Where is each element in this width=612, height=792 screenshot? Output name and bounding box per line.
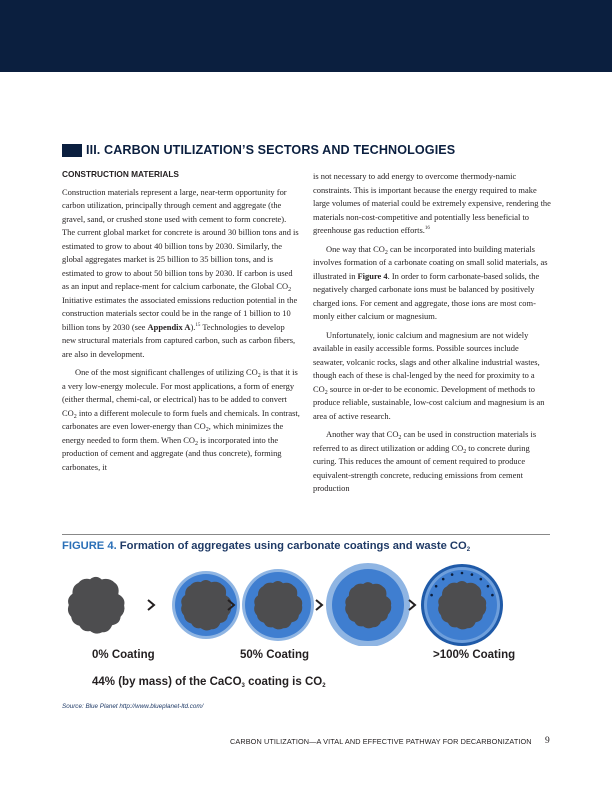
subscript: 2 xyxy=(73,413,77,420)
text: is incorporated into the production of cement and aggregate (and thus concrete), forming carbonates, it xyxy=(62,434,282,472)
label-over-100-coating: >100% Coating xyxy=(433,649,516,661)
aggregate-coating-diagram xyxy=(62,562,542,646)
text: into a different molecule to form fuels and chemicals. In contrast, carbonates are even lower-energy than CO xyxy=(62,407,300,431)
header-band xyxy=(0,0,612,72)
footnote-ref[interactable]: 15 xyxy=(195,322,201,328)
section-heading xyxy=(62,143,455,157)
text: coating is CO xyxy=(244,676,323,688)
subscript: 2 xyxy=(322,683,326,689)
right-column xyxy=(313,170,551,496)
page-number: 9 xyxy=(545,736,550,746)
subscript: 2 xyxy=(324,389,328,396)
subscript: 2 xyxy=(257,373,261,379)
paragraph xyxy=(62,366,300,474)
co2-dot xyxy=(451,573,454,576)
text: Construction materials represent a large, near-term opportunity for carbon utilization, principally through cement and aggregate (the gravel, sand, or crushed stone used with cement to form concrete). The current global market for concrete is around 30 billion tons and is estimated to grow to about 40 billion tons by 2030. Similarly, the global aggregates market is 25 billion to 35 billion tons, and is estimated to grow to about 50 billion tons by 2030. If carbon is used as an input and replace-ment for calcium carbonate, the Global CO xyxy=(62,186,299,291)
co2-dot xyxy=(430,594,433,597)
running-footer: CARBON UTILIZATION—A VITAL AND EFFECTIVE PATHWAY FOR DECARBONIZATION xyxy=(230,737,532,746)
aggregate-25-coating xyxy=(172,571,240,639)
text: to concrete during curing. This reduces the amount of cement required to produce equivalent-strength concrete, reducing emissions from cement production xyxy=(313,442,530,493)
text: ). xyxy=(190,321,196,332)
figure-title: Formation of aggregates using carbonate coatings and waste CO xyxy=(116,540,467,552)
aggregate-core xyxy=(68,577,125,634)
subscript: 2 xyxy=(466,547,471,553)
text: , which minimizes the energy needed to form them. When CO xyxy=(62,421,284,445)
subscript: 2 xyxy=(463,448,467,455)
co2-dot xyxy=(461,572,464,575)
co2-dot xyxy=(487,585,490,588)
text: Technologies to develop new structural materials from captured carbon, such as carbon fibers, are also in development. xyxy=(62,321,296,359)
text: is that it is a very low-energy molecule. For most applications, a form of energy (either thermal, chemi-cal, or electrical) has to be added to convert CO xyxy=(62,367,298,418)
aggregate-50-coating xyxy=(242,569,314,641)
co2-dot xyxy=(442,578,445,581)
text: One way that CO xyxy=(326,243,385,254)
subscript: 2 xyxy=(398,435,402,441)
co2-dot xyxy=(491,594,494,597)
text: Initiative estimates the associated emissions reduction potential in the construction materials sector could be in the range of 1 billion to 10 billion tons by 2030 (see xyxy=(62,294,298,332)
subscript: 2 xyxy=(288,287,292,293)
subscript: 3 xyxy=(241,683,245,689)
paragraph xyxy=(62,186,300,362)
text: . In order to form carbonate-based solids, the negatively charged carbonate ions must be balanced by positively charged ions. For cement and aggregate, those ions are most com-monly either calcium or magnesium. xyxy=(313,270,540,321)
arrow-icon xyxy=(316,600,322,610)
paragraph xyxy=(313,329,551,424)
co2-dot xyxy=(480,578,483,581)
section-title: III. CARBON UTILIZATION’S SECTORS AND TECHNOLOGIES xyxy=(86,143,456,157)
figure-link[interactable]: Figure 4 xyxy=(357,270,388,281)
text: 44% (by mass) of the CaCO xyxy=(92,676,242,688)
co2-dot xyxy=(471,573,474,576)
arrow-icon xyxy=(148,600,154,610)
subheading-construction-materials: CONSTRUCTION MATERIALS xyxy=(62,169,179,179)
text: is not necessary to add energy to overcome thermody-namic constraints. This is important because the energy required to make large volumes of material could be extremely expensive, rendering the materials non-cost-competitive and potentially less beneficial to greenhouse gas reduction efforts. xyxy=(313,171,551,235)
aggregate-75-coating xyxy=(326,563,410,646)
paragraph xyxy=(313,428,551,496)
paragraph xyxy=(313,170,551,238)
subscript: 2 xyxy=(195,440,199,447)
label-0-coating: 0% Coating xyxy=(92,649,155,661)
aggregate-0-coating xyxy=(68,577,125,634)
figure-source: Source: Blue Planet http://www.blueplanet-ltd.com/ xyxy=(62,703,204,710)
subscript: 2 xyxy=(205,427,209,433)
subscript: 2 xyxy=(384,249,388,256)
text: Another way that CO xyxy=(326,429,399,439)
text: can be used in construction materials is referred to as direct utilization or adding CO xyxy=(313,429,537,453)
paragraph xyxy=(313,243,551,324)
text: One of the most significant challenges of utilizing CO xyxy=(75,367,258,377)
text: can be incorporated into building materials involves formation of a carbonate coating on small solid materials, as illustrated in xyxy=(313,243,548,281)
figure-rule xyxy=(62,534,550,535)
text: source in or-der to be economic. Development of methods to produce reliable, sustainable, low-cost calcium and magnesium is an area of active research. xyxy=(313,383,545,421)
figure-caption xyxy=(62,540,470,552)
text: Unfortunately, ionic calcium and magnesium are not widely available in easily accessible forms. Possible sources include seawater, volcanic rocks, slags and other alkaline industrial wastes, though each of these is chal-lenged by the need for proximity to a CO xyxy=(313,329,540,394)
label-50-coating: 50% Coating xyxy=(240,649,310,661)
mass-note xyxy=(92,676,326,688)
arrow-head xyxy=(316,600,322,610)
aggregate-over-100-coating xyxy=(421,564,503,646)
arrow-head xyxy=(148,600,154,610)
section-marker xyxy=(62,144,82,157)
appendix-link[interactable]: Appendix A xyxy=(147,321,191,332)
left-column xyxy=(62,168,300,474)
figure-label: FIGURE 4. xyxy=(62,540,117,552)
co2-dot xyxy=(435,585,438,588)
footnote-ref[interactable]: 16 xyxy=(424,226,430,231)
